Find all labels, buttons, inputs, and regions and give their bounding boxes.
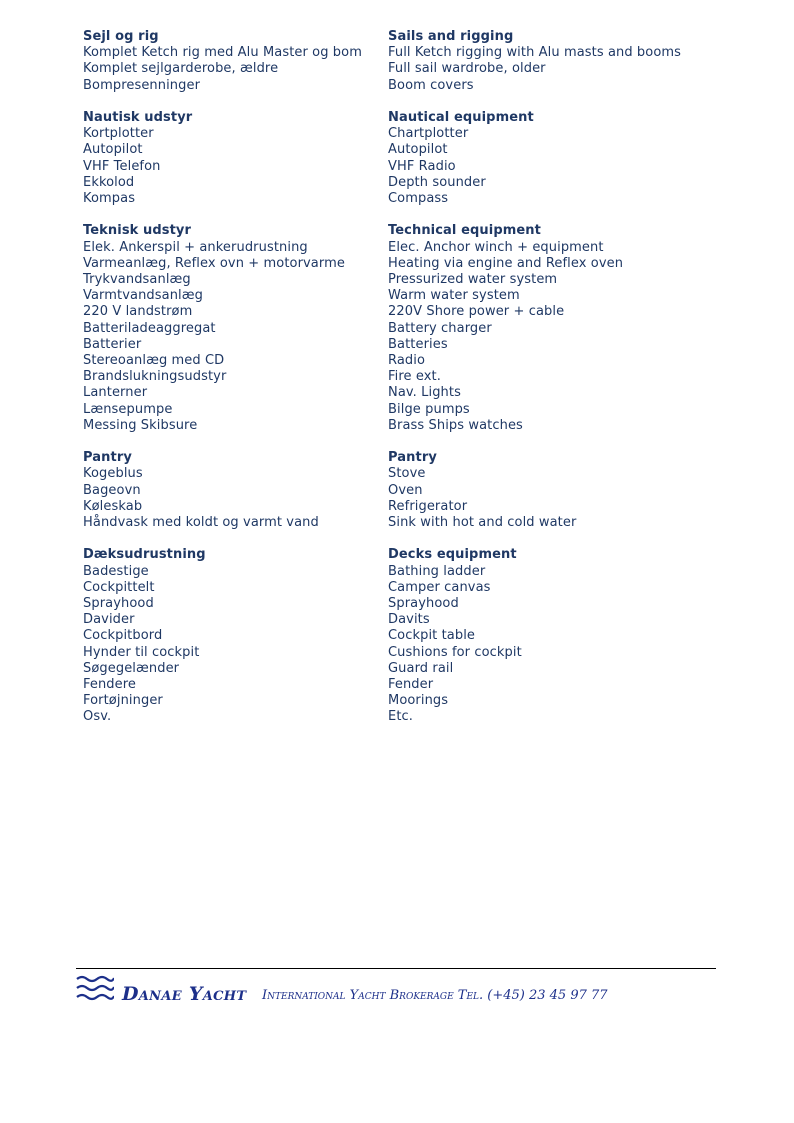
english-column — [388, 29, 718, 742]
list-item: Refrigerator — [388, 498, 468, 514]
list-item: Compass — [388, 191, 449, 207]
list-item: Lænsepumpe — [83, 401, 173, 417]
list-item: Stereoanlæg med CD — [83, 353, 225, 369]
section-title: Sails and rigging — [388, 29, 514, 44]
list-item: Davider — [83, 612, 135, 628]
list-item: Trykvandsanlæg — [83, 272, 191, 288]
list-item: Batteries — [388, 336, 448, 352]
waves-logo-icon — [76, 972, 114, 1002]
spec-section — [388, 110, 718, 207]
list-item: Pressurized water system — [388, 272, 558, 288]
list-item: 220V Shore power + cable — [388, 304, 565, 320]
list-item: Håndvask med koldt og varmt vand — [83, 515, 319, 531]
list-item: Bilge pumps — [388, 401, 470, 417]
list-item: Sprayhood — [83, 596, 154, 612]
list-item: Varmeanlæg, Reflex ovn + motorvarme — [83, 255, 345, 271]
list-item: Fire ext. — [388, 369, 441, 385]
list-item: Davits — [388, 612, 430, 628]
brokerage-tagline: International Yacht Brokerage Tel. (+45) 23 45 97 77 — [262, 988, 608, 1003]
list-item: Badestige — [83, 563, 149, 579]
list-item: Depth sounder — [388, 174, 486, 190]
list-item: Chartplotter — [388, 126, 469, 142]
spec-section — [83, 547, 383, 725]
list-item: Cockpittelt — [83, 579, 155, 595]
list-item: Søgegelænder — [83, 660, 180, 676]
list-item: Lanterner — [83, 385, 148, 401]
list-item: Moorings — [388, 693, 449, 709]
list-item: Oven — [388, 482, 423, 498]
list-item: Full sail wardrobe, older — [388, 61, 546, 77]
list-item: Sink with hot and cold water — [388, 515, 577, 531]
list-item: Hynder til cockpit — [83, 644, 200, 660]
list-item: Guard rail — [388, 660, 454, 676]
danish-column — [83, 29, 383, 742]
footer-divider — [76, 968, 716, 969]
list-item: Kompas — [83, 191, 136, 207]
list-item: Radio — [388, 353, 426, 369]
spec-section — [388, 29, 718, 94]
list-item: Sprayhood — [388, 596, 459, 612]
list-item: Stove — [388, 466, 426, 482]
list-item: Cockpitbord — [83, 628, 163, 644]
section-title: Sejl og rig — [83, 29, 159, 44]
list-item: Varmtvandsanlæg — [83, 288, 203, 304]
spec-section — [83, 29, 383, 94]
list-item: Batteriladeaggregat — [83, 320, 216, 336]
list-item: Komplet sejlgarderobe, ældre — [83, 61, 279, 77]
list-item: Heating via engine and Reflex oven — [388, 255, 624, 271]
list-item: Messing Skibsure — [83, 417, 198, 433]
list-item: 220 V landstrøm — [83, 304, 193, 320]
spec-section — [83, 110, 383, 207]
list-item: Fendere — [83, 677, 137, 693]
list-item: Brandslukningsudstyr — [83, 369, 227, 385]
list-item: Autopilot — [388, 142, 448, 158]
list-item: Fortøjninger — [83, 693, 163, 709]
list-item: Bathing ladder — [388, 563, 486, 579]
spec-section — [388, 223, 718, 434]
section-title: Technical equipment — [388, 223, 541, 239]
list-item: VHF Telefon — [83, 158, 161, 174]
section-title: Dæksudrustning — [83, 547, 206, 563]
list-item: Ekkolod — [83, 174, 135, 190]
list-item: Komplet Ketch rig med Alu Master og bom — [83, 45, 362, 61]
list-item: Battery charger — [388, 320, 492, 336]
section-title: Nautisk udstyr — [83, 110, 193, 125]
spec-section — [388, 450, 718, 531]
list-item: Fender — [388, 677, 434, 693]
list-item: Bageovn — [83, 482, 141, 498]
list-item: Etc. — [388, 709, 413, 725]
spec-section — [83, 223, 383, 434]
list-item: Boom covers — [388, 77, 474, 93]
section-title: Teknisk udstyr — [83, 223, 192, 239]
list-item: Warm water system — [388, 288, 520, 304]
list-item: Elec. Anchor winch + equipment — [388, 239, 604, 255]
list-item: Cockpit table — [388, 628, 476, 644]
list-item: Elek. Ankerspil + ankerudrustning — [83, 239, 308, 255]
list-item: Full Ketch rigging with Alu masts and booms — [388, 45, 682, 61]
list-item: Nav. Lights — [388, 385, 461, 401]
section-title: Pantry — [83, 450, 132, 466]
list-item: Autopilot — [83, 142, 143, 158]
section-title: Decks equipment — [388, 547, 517, 563]
list-item: Kortplotter — [83, 126, 154, 142]
footer — [76, 972, 716, 1012]
spec-section — [388, 547, 718, 725]
brand-name: Danae Yacht — [122, 983, 247, 1005]
section-title: Pantry — [388, 450, 437, 466]
list-item: Kogeblus — [83, 466, 143, 482]
list-item: Batterier — [83, 336, 142, 352]
list-item: Camper canvas — [388, 579, 491, 595]
list-item: Osv. — [83, 709, 112, 725]
section-title: Nautical equipment — [388, 110, 534, 125]
list-item: Brass Ships watches — [388, 417, 523, 433]
list-item: VHF Radio — [388, 158, 456, 174]
spec-section — [83, 450, 383, 531]
list-item: Bompresenninger — [83, 77, 201, 93]
list-item: Køleskab — [83, 498, 143, 514]
list-item: Cushions for cockpit — [388, 644, 522, 660]
